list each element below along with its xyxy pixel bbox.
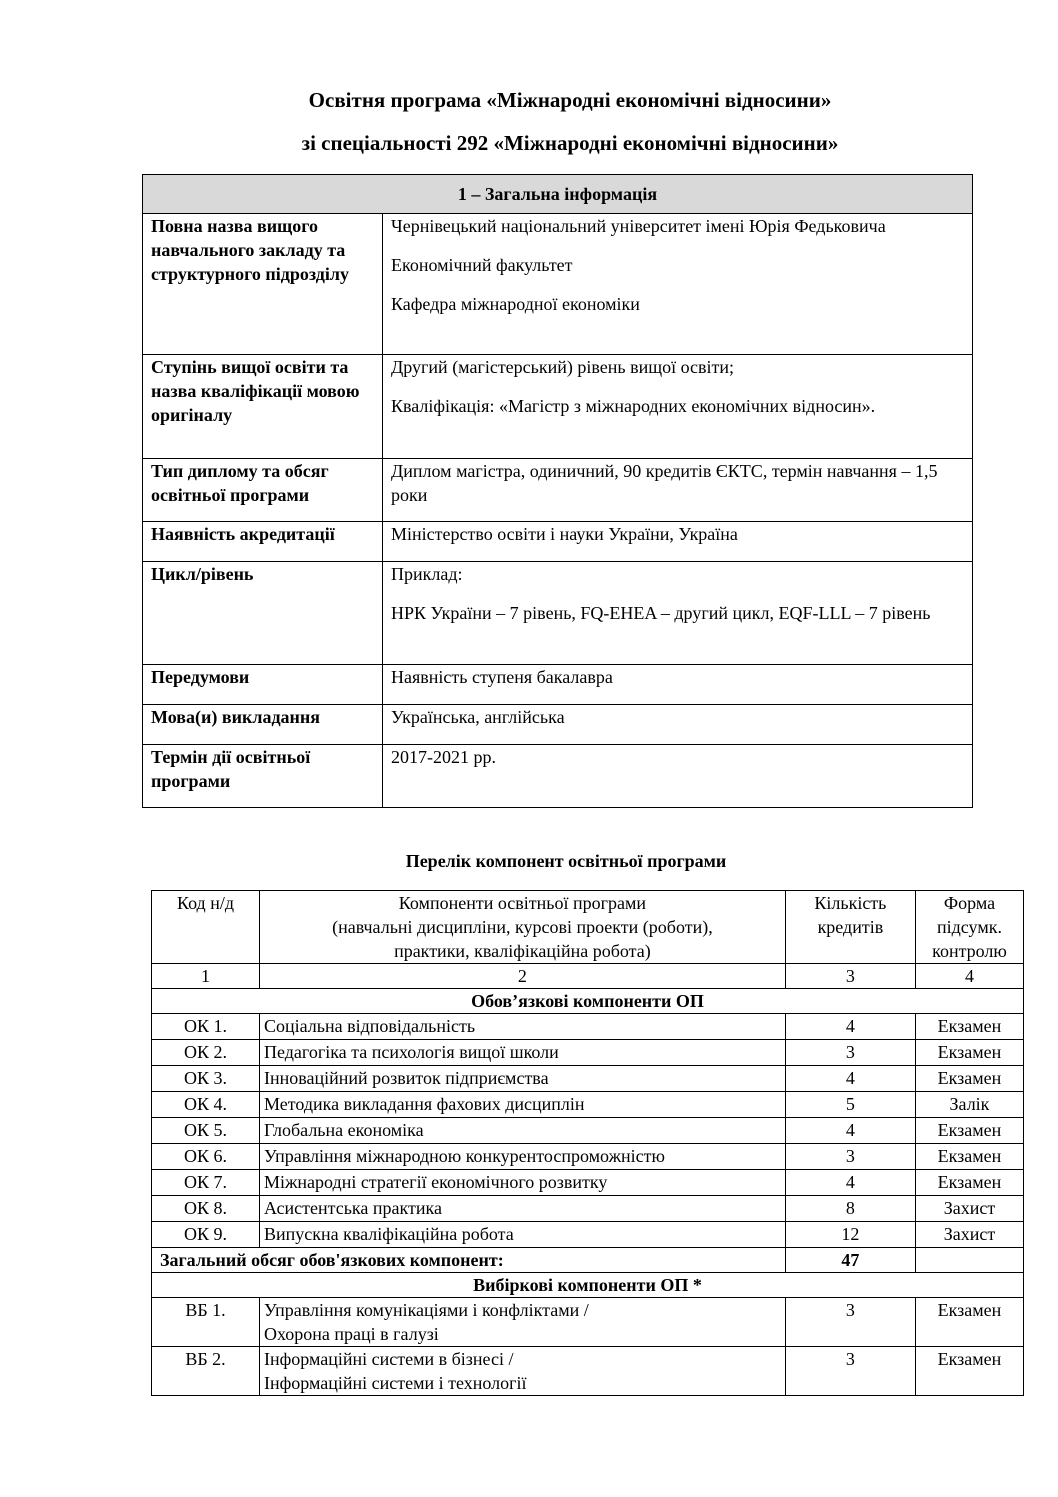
table-row bbox=[152, 1170, 1024, 1196]
column-number: 3 bbox=[785, 964, 915, 989]
total-empty-cell bbox=[915, 1248, 1023, 1273]
component-code: ОК 6. bbox=[152, 1144, 260, 1170]
component-credits: 4 bbox=[785, 1066, 915, 1092]
mandatory-group-title: Обов’язкові компоненти ОП bbox=[152, 989, 1024, 1014]
table-row bbox=[152, 1144, 1024, 1170]
component-name-line: Управління комунікаціями і конфліктами / bbox=[263, 1300, 589, 1320]
column-number: 1 bbox=[152, 964, 260, 989]
group-header-row bbox=[152, 989, 1024, 1014]
component-code: ОК 1. bbox=[152, 1014, 260, 1040]
component-name-line: Інформаційні системи в бізнесі / bbox=[263, 1349, 514, 1369]
info-value-line: Економічний факультет bbox=[391, 255, 573, 275]
component-code: ОК 4. bbox=[152, 1092, 260, 1118]
total-row bbox=[152, 1248, 1024, 1273]
info-row bbox=[143, 459, 973, 522]
table-row bbox=[152, 1222, 1024, 1248]
component-code: ОК 7. bbox=[152, 1170, 260, 1196]
info-value-line: Приклад: bbox=[391, 564, 463, 584]
component-code: ОК 9. bbox=[152, 1222, 260, 1248]
component-form: Екзамен bbox=[915, 1170, 1023, 1196]
component-credits: 4 bbox=[785, 1014, 915, 1040]
component-credits: 3 bbox=[785, 1347, 915, 1396]
component-form: Екзамен bbox=[915, 1347, 1023, 1396]
header-component-line: (навчальні дисципліни, курсові проекти (роботи), bbox=[332, 917, 713, 937]
info-value-line: НРК України – 7 рівень, FQ-EHEA – другий цикл, EQF-LLL – 7 рівень bbox=[391, 603, 931, 623]
info-row bbox=[143, 522, 973, 562]
component-form: Екзамен bbox=[915, 1144, 1023, 1170]
info-value-line: Наявність ступеня бакалавра bbox=[391, 667, 613, 687]
component-credits: 3 bbox=[785, 1040, 915, 1066]
header-credits bbox=[785, 891, 915, 964]
column-number-row bbox=[152, 964, 1024, 989]
info-row bbox=[143, 745, 973, 808]
header-credits-line: Кількість bbox=[814, 893, 887, 913]
info-label: Термін дії освітньої програми bbox=[143, 745, 383, 808]
table-row bbox=[152, 1347, 1024, 1396]
component-form: Захист bbox=[915, 1222, 1023, 1248]
general-info-table bbox=[142, 174, 973, 808]
info-label: Тип диплому та обсяг освітньої програми bbox=[143, 459, 383, 522]
column-number: 4 bbox=[915, 964, 1023, 989]
info-value bbox=[383, 214, 973, 355]
info-value-line: Чернівецький національний університет імені Юрія Федьковича bbox=[391, 216, 886, 236]
header-component-line: Компоненти освітньої програми bbox=[398, 893, 646, 913]
component-name: Соціальна відповідальність bbox=[259, 1014, 785, 1040]
info-value bbox=[383, 745, 973, 808]
table-row bbox=[152, 1298, 1024, 1347]
components-list-title: Перелік компонент освітньої програми bbox=[405, 851, 727, 871]
info-label: Цикл/рівень bbox=[143, 562, 383, 665]
component-form: Екзамен bbox=[915, 1040, 1023, 1066]
info-value-line: Кваліфікація: «Магістр з міжнародних економічних відносин». bbox=[391, 396, 876, 416]
table-row bbox=[152, 1092, 1024, 1118]
info-value bbox=[383, 705, 973, 745]
component-code: ВБ 1. bbox=[152, 1298, 260, 1347]
section-title: 1 – Загальна інформація bbox=[143, 175, 973, 214]
info-value-line: Диплом магістра, одиничний, 90 кредитів ЄКТС, термін навчання – 1,5 роки bbox=[391, 461, 938, 505]
elective-group-title: Вибіркові компоненти ОП * bbox=[152, 1273, 1024, 1298]
component-credits: 5 bbox=[785, 1092, 915, 1118]
table-row bbox=[152, 1040, 1024, 1066]
component-code: ВБ 2. bbox=[152, 1347, 260, 1396]
component-name: Управління міжнародною конкурентоспроможністю bbox=[259, 1144, 785, 1170]
table-row bbox=[152, 1066, 1024, 1092]
component-code: ОК 8. bbox=[152, 1196, 260, 1222]
info-value bbox=[383, 459, 973, 522]
group-header-row bbox=[152, 1273, 1024, 1298]
info-label: Повна назва вищого навчального закладу та структурного підрозділу bbox=[143, 214, 383, 355]
info-label: Передумови bbox=[143, 665, 383, 705]
components-table bbox=[151, 890, 1024, 1396]
component-form: Екзамен bbox=[915, 1118, 1023, 1144]
component-credits: 4 bbox=[785, 1170, 915, 1196]
component-form: Екзамен bbox=[915, 1066, 1023, 1092]
info-row bbox=[143, 562, 973, 665]
component-credits: 8 bbox=[785, 1196, 915, 1222]
info-label: Наявність акредитації bbox=[143, 522, 383, 562]
total-label: Загальний обсяг обов'язкових компонент: bbox=[152, 1248, 786, 1273]
component-name: Випускна кваліфікаційна робота bbox=[259, 1222, 785, 1248]
table-row bbox=[152, 1196, 1024, 1222]
header-row bbox=[152, 891, 1024, 964]
header-component-line: практики, кваліфікаційна робота) bbox=[394, 941, 651, 961]
component-name: Методика викладання фахових дисциплін bbox=[259, 1092, 785, 1118]
info-label: Ступінь вищої освіти та назва кваліфікації мовою оригіналу bbox=[143, 355, 383, 459]
info-row bbox=[143, 705, 973, 745]
component-name: Міжнародні стратегії економічного розвитку bbox=[259, 1170, 785, 1196]
component-form: Захист bbox=[915, 1196, 1023, 1222]
header-component bbox=[259, 891, 785, 964]
info-value bbox=[383, 562, 973, 665]
component-credits: 12 bbox=[785, 1222, 915, 1248]
component-name bbox=[259, 1298, 785, 1347]
table-row bbox=[152, 1118, 1024, 1144]
component-name: Асистентська практика bbox=[259, 1196, 785, 1222]
section-header-row bbox=[143, 175, 973, 214]
info-value bbox=[383, 665, 973, 705]
component-name: Педагогіка та психологія вищої школи bbox=[259, 1040, 785, 1066]
component-code: ОК 2. bbox=[152, 1040, 260, 1066]
component-credits: 3 bbox=[785, 1144, 915, 1170]
info-label: Мова(и) викладання bbox=[143, 705, 383, 745]
info-value bbox=[383, 355, 973, 459]
component-name: Інноваційний розвиток підприємства bbox=[259, 1066, 785, 1092]
header-credits-line: кредитів bbox=[817, 917, 884, 937]
info-value-line: Другий (магістерський) рівень вищої освіти; bbox=[391, 357, 735, 377]
component-credits: 4 bbox=[785, 1118, 915, 1144]
component-name: Глобальна економіка bbox=[259, 1118, 785, 1144]
info-value-line: Українська, англійська bbox=[391, 707, 565, 727]
component-form: Екзамен bbox=[915, 1298, 1023, 1347]
header-form-line: підсумк. bbox=[937, 917, 1002, 937]
table-row bbox=[152, 1014, 1024, 1040]
info-row bbox=[143, 665, 973, 705]
total-value: 47 bbox=[785, 1248, 915, 1273]
info-row bbox=[143, 355, 973, 459]
header-control-form bbox=[915, 891, 1023, 964]
component-name bbox=[259, 1347, 785, 1396]
component-name-line: Інформаційні системи і технології bbox=[263, 1373, 527, 1393]
document-title: Освітня програма «Міжнародні економічні відносини» bbox=[308, 88, 832, 112]
component-name-line: Охорона праці в галузі bbox=[263, 1324, 439, 1344]
info-value-line: 2017-2021 рр. bbox=[391, 747, 496, 767]
header-form-line: Форма bbox=[943, 893, 996, 913]
info-value-line: Міністерство освіти і науки України, Україна bbox=[391, 524, 738, 544]
document-subtitle: зі спеціальності 292 «Міжнародні економічні відносини» bbox=[301, 131, 839, 155]
info-row bbox=[143, 214, 973, 355]
component-form: Залік bbox=[915, 1092, 1023, 1118]
component-form: Екзамен bbox=[915, 1014, 1023, 1040]
header-form-line: контролю bbox=[932, 941, 1007, 961]
component-code: ОК 5. bbox=[152, 1118, 260, 1144]
component-code: ОК 3. bbox=[152, 1066, 260, 1092]
header-code: Код н/д bbox=[152, 891, 260, 964]
info-value-line: Кафедра міжнародної економіки bbox=[391, 294, 640, 314]
component-credits: 3 bbox=[785, 1298, 915, 1347]
info-value bbox=[383, 522, 973, 562]
column-number: 2 bbox=[259, 964, 785, 989]
